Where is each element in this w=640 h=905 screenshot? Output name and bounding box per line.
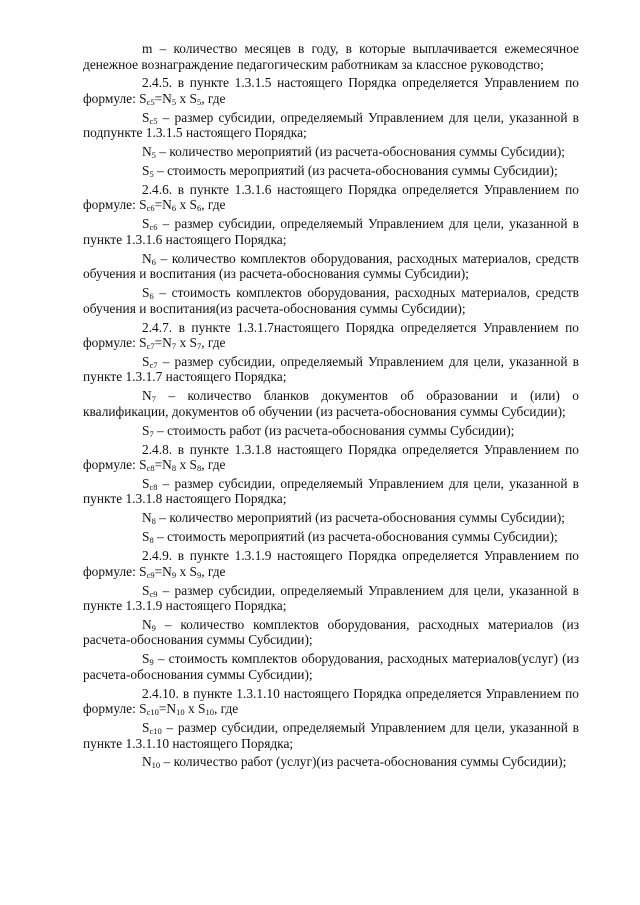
subscript: c7 <box>149 359 158 370</box>
text-run: 2.4.6. в пункте 1.3.1.6 настоящего Порядка определяется Управлением по формуле: S <box>83 181 579 213</box>
text-run: x S <box>184 701 206 717</box>
text-run: – стоимость комплектов оборудования, расходных материалов, средств обучения и воспитания(из расчета-обоснования суммы Субсидии); <box>83 285 579 316</box>
text-run: N <box>142 144 152 160</box>
paragraph <box>83 75 579 106</box>
subscript: 7 <box>171 341 177 352</box>
text-run: , где <box>201 457 226 473</box>
text-run: x S <box>176 90 197 106</box>
paragraph <box>83 423 579 439</box>
subscript: 7 <box>151 394 156 405</box>
subscript: c6 <box>146 203 155 214</box>
text-run: – размер субсидии, определяемый Управлением для цели, указанной в пункте 1.3.1.10 настоящего Порядка; <box>83 720 579 751</box>
text-run: S <box>142 216 150 232</box>
text-run: S <box>142 109 150 125</box>
subscript: 6 <box>171 203 177 214</box>
subscript: 6 <box>149 291 154 302</box>
paragraph <box>83 182 579 213</box>
paragraph <box>83 216 579 247</box>
text-run: 2.4.8. в пункте 1.3.1.8 настоящего Порядка определяется Управлением по формуле: S <box>83 441 579 473</box>
text-run: N <box>142 388 152 404</box>
text-run: – размер субсидии, определяемый Управлением для цели, указанной в пункте 1.3.1.8 настоящего Порядка; <box>83 475 579 507</box>
text-run: – количество работ (услуг)(из расчета-обоснования суммы Субсидии); <box>160 754 567 770</box>
text-run: – размер субсидии, определяемый Управлением для цели, указанной в пункте 1.3.1.9 настоящего Порядка; <box>83 582 579 614</box>
subscript: c8 <box>146 463 155 474</box>
subscript: 8 <box>171 463 177 474</box>
subscript: 5 <box>151 150 156 161</box>
subscript: 9 <box>151 622 156 633</box>
text-run: , где <box>201 563 226 579</box>
paragraph <box>83 285 579 316</box>
paragraph <box>83 617 579 648</box>
subscript: 7 <box>149 428 154 439</box>
subscript: c6 <box>149 222 158 233</box>
text-run: m – количество месяцев в году, в которые выплачивается ежемесячное денежное вознаграждение педагогическим работникам за классное руководство; <box>83 41 579 72</box>
subscript: 5 <box>171 96 177 107</box>
subscript: c8 <box>149 481 158 492</box>
subscript: c9 <box>149 588 158 599</box>
subscript: 5 <box>196 96 202 107</box>
paragraph <box>83 548 579 579</box>
paragraph <box>83 41 579 72</box>
text-run: x S <box>176 197 197 213</box>
text-run: , где <box>201 335 226 351</box>
text-run: S <box>142 582 150 598</box>
text-run: 2.4.9. в пункте 1.3.1.9 настоящего Порядка определяется Управлением по формуле: S <box>83 548 579 579</box>
text-run: – количество комплектов оборудования, расходных материалов, средств обучения и воспитания (из расчета-обоснования суммы Субсидии); <box>83 250 579 282</box>
subscript: c9 <box>146 569 155 580</box>
text-run: =N <box>154 457 172 473</box>
subscript: 6 <box>196 203 202 214</box>
paragraph <box>83 388 579 419</box>
subscript: 8 <box>151 516 156 527</box>
text-run: x S <box>176 457 197 473</box>
subscript: c5 <box>149 115 158 126</box>
text-run: N <box>142 250 152 266</box>
subscript: c10 <box>149 726 162 737</box>
text-run: 2.4.5. в пункте 1.3.1.5 настоящего Порядка определяется Управлением по формуле: S <box>83 75 579 106</box>
text-run: – размер субсидии, определяемый Управлением для цели, указанной в пункте 1.3.1.7 настоящего Порядка; <box>83 353 579 385</box>
text-run: S <box>142 529 150 545</box>
paragraph <box>83 651 579 682</box>
text-run: – количество бланков документов об образовании и (или) о квалификации, документов об обучении (из расчета-обоснования суммы Субсидии); <box>83 388 579 419</box>
paragraph <box>83 510 579 526</box>
subscript: 10 <box>205 707 214 718</box>
paragraph <box>83 320 579 351</box>
paragraph <box>83 354 579 385</box>
paragraph <box>83 529 579 545</box>
text-run: =N <box>158 701 177 717</box>
text-run: =N <box>154 563 172 579</box>
subscript: 6 <box>151 256 156 267</box>
text-run: – размер субсидии, определяемый Управлением для цели, указанной в подпункте 1.3.1.5 настоящего Порядка; <box>83 109 579 141</box>
text-run: N <box>142 754 152 770</box>
document-body <box>83 41 579 773</box>
subscript: c7 <box>146 341 155 352</box>
subscript: 9 <box>149 657 154 668</box>
text-run: , где <box>201 90 226 106</box>
paragraph <box>83 686 579 717</box>
text-run: – стоимость мероприятий (из расчета-обоснования суммы Субсидии); <box>153 529 558 545</box>
subscript: 9 <box>196 569 202 580</box>
text-run: S <box>142 163 150 179</box>
subscript: 10 <box>151 760 161 771</box>
text-run: =N <box>154 335 172 351</box>
subscript: 10 <box>176 707 185 718</box>
text-run: – стоимость мероприятий (из расчета-обоснования суммы Субсидии); <box>153 163 558 179</box>
text-run: , где <box>201 197 226 213</box>
paragraph <box>83 442 579 473</box>
text-run: – количество мероприятий (из расчета-обоснования суммы Субсидии); <box>155 510 565 526</box>
text-run: S <box>142 353 150 369</box>
paragraph <box>83 144 579 160</box>
paragraph <box>83 476 579 507</box>
subscript: 5 <box>149 169 154 180</box>
text-run: – количество комплектов оборудования, расходных материалов (из расчета-обоснования суммы Субсидии); <box>83 616 579 648</box>
subscript: 8 <box>149 535 154 546</box>
text-run: S <box>142 720 150 736</box>
subscript: c5 <box>146 96 155 107</box>
text-run: – размер субсидии, определяемый Управлением для цели, указанной в пункте 1.3.1.6 настоящего Порядка; <box>83 216 579 247</box>
paragraph <box>83 583 579 614</box>
text-run: =N <box>154 197 172 213</box>
text-run: 2.4.7. в пункте 1.3.1.7настоящего Порядка определяется Управлением по формуле: S <box>83 319 579 351</box>
text-run: 2.4.10. в пункте 1.3.1.10 настоящего Порядка определяется Управлением по формуле: S <box>83 685 579 717</box>
paragraph <box>83 720 579 751</box>
subscript: 9 <box>171 569 177 580</box>
subscript: 8 <box>196 463 202 474</box>
paragraph <box>83 110 579 141</box>
paragraph <box>83 163 579 179</box>
text-run: x S <box>176 335 197 351</box>
text-run: S <box>142 475 150 491</box>
text-run: x S <box>176 563 197 579</box>
text-run: S <box>142 422 150 438</box>
text-run: N <box>142 616 152 632</box>
text-run: N <box>142 510 152 526</box>
paragraph <box>83 251 579 282</box>
text-run: =N <box>154 90 172 106</box>
text-run: – стоимость комплектов оборудования, расходных материалов(услуг) (из расчета-обоснования суммы Субсидии); <box>83 651 579 682</box>
text-run: S <box>142 285 150 301</box>
subscript: c10 <box>146 707 159 718</box>
subscript: 7 <box>196 341 202 352</box>
text-run: , где <box>213 701 239 717</box>
text-run: S <box>142 651 150 667</box>
text-run: – количество мероприятий (из расчета-обоснования суммы Субсидии); <box>155 144 565 160</box>
text-run: – стоимость работ (из расчета-обоснования суммы Субсидии); <box>153 422 515 438</box>
paragraph <box>83 754 579 770</box>
